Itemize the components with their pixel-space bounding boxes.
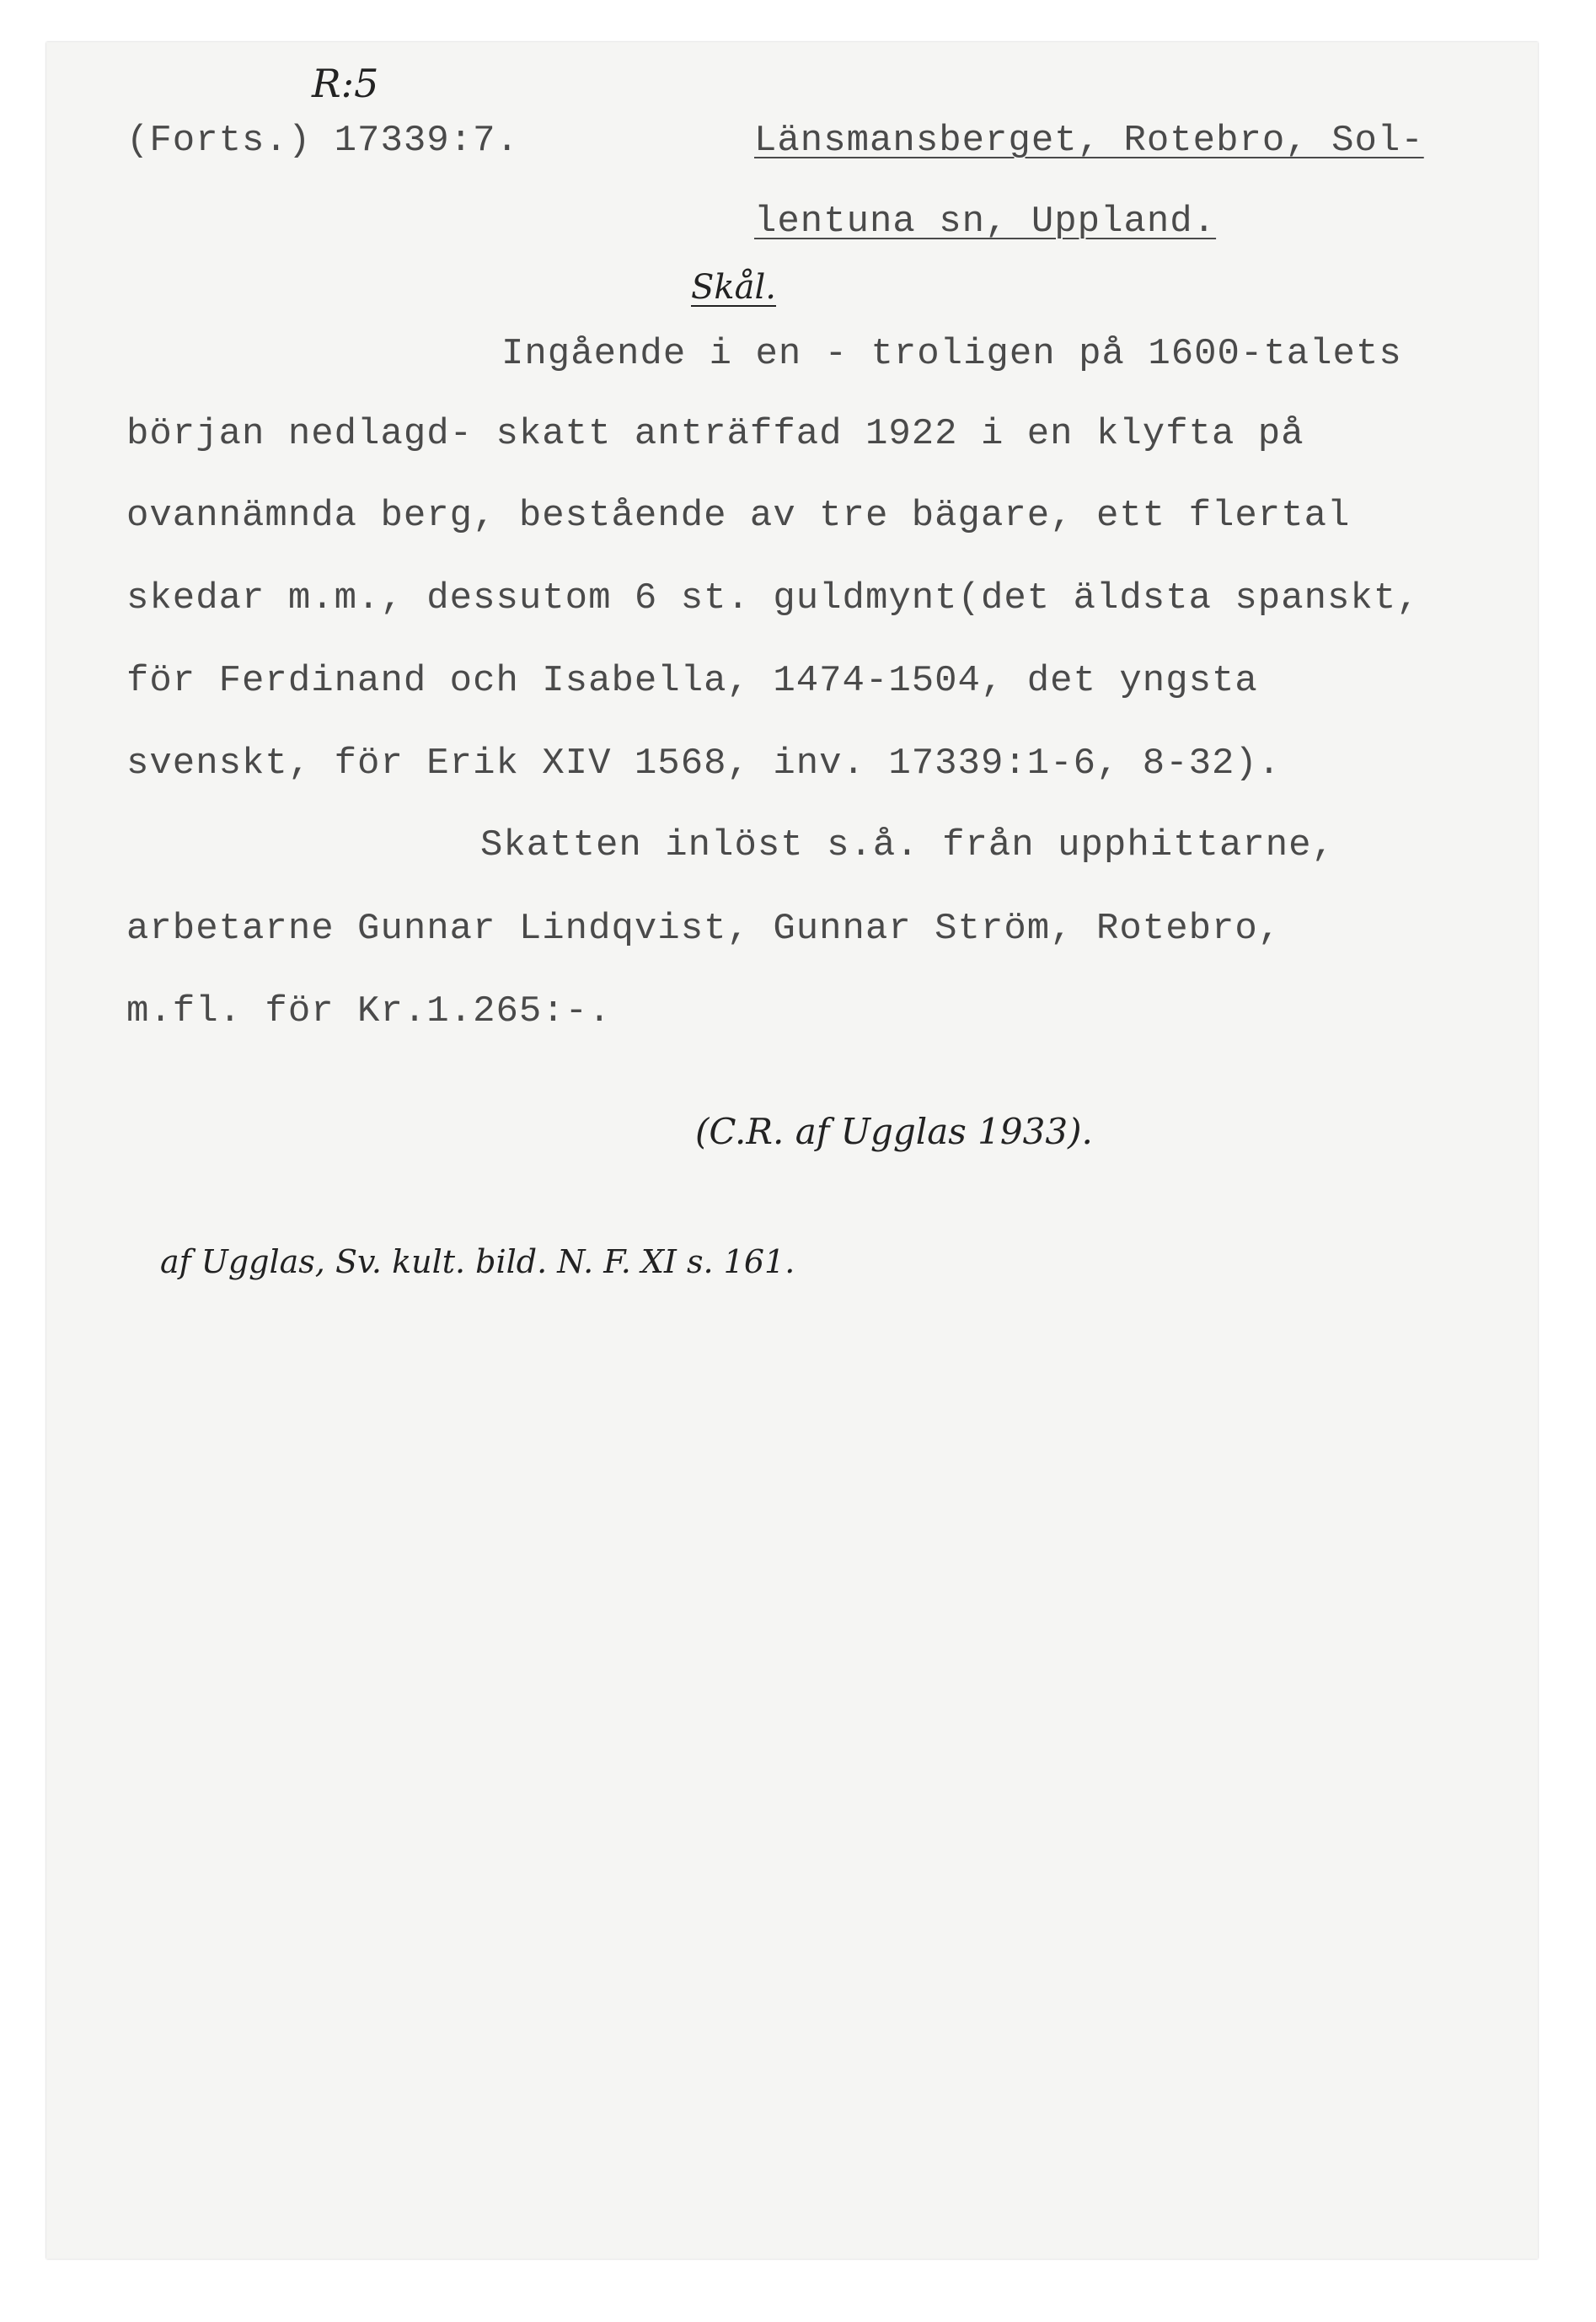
body-line-2: början nedlagd- skatt anträffad 1922 i en klyfta på: [126, 413, 1304, 455]
reference-number: (Forts.) 17339:7.: [126, 120, 519, 162]
object-heading: Skål.: [691, 268, 776, 307]
body-line-5: för Ferdinand och Isabella, 1474-1504, det yngsta: [126, 660, 1258, 702]
body-line-3: ovannämnda berg, bestående av tre bägare, ett flertal: [126, 495, 1351, 537]
author-note: (C.R. af Ugglas 1933).: [695, 1111, 1093, 1152]
body-line-9: m.fl. för Kr.1.265:-.: [126, 990, 612, 1032]
body-line-8: arbetarne Gunnar Lindqvist, Gunnar Ström, Rotebro,: [126, 908, 1282, 950]
catalog-card: [46, 42, 1538, 2259]
body-line-6: svenskt, för Erik XIV 1568, inv. 17339:1-6, 8-32).: [126, 743, 1282, 785]
location-line-2: lentuna sn, Uppland.: [754, 201, 1217, 243]
literature-reference: af Ugglas, Sv. kult. bild. N. F. XI s. 161.: [160, 1243, 795, 1280]
body-line-4: skedar m.m., dessutom 6 st. guldmynt(det äldsta spanskt,: [126, 577, 1420, 619]
shelf-mark: R:5: [312, 61, 379, 106]
body-line-7: Skatten inlöst s.å. från upphittarne,: [480, 824, 1335, 866]
body-line-1: Ingående i en - troligen på 1600-talets: [501, 333, 1402, 375]
location-line-1: Länsmansberget, Rotebro, Sol-: [754, 120, 1424, 162]
